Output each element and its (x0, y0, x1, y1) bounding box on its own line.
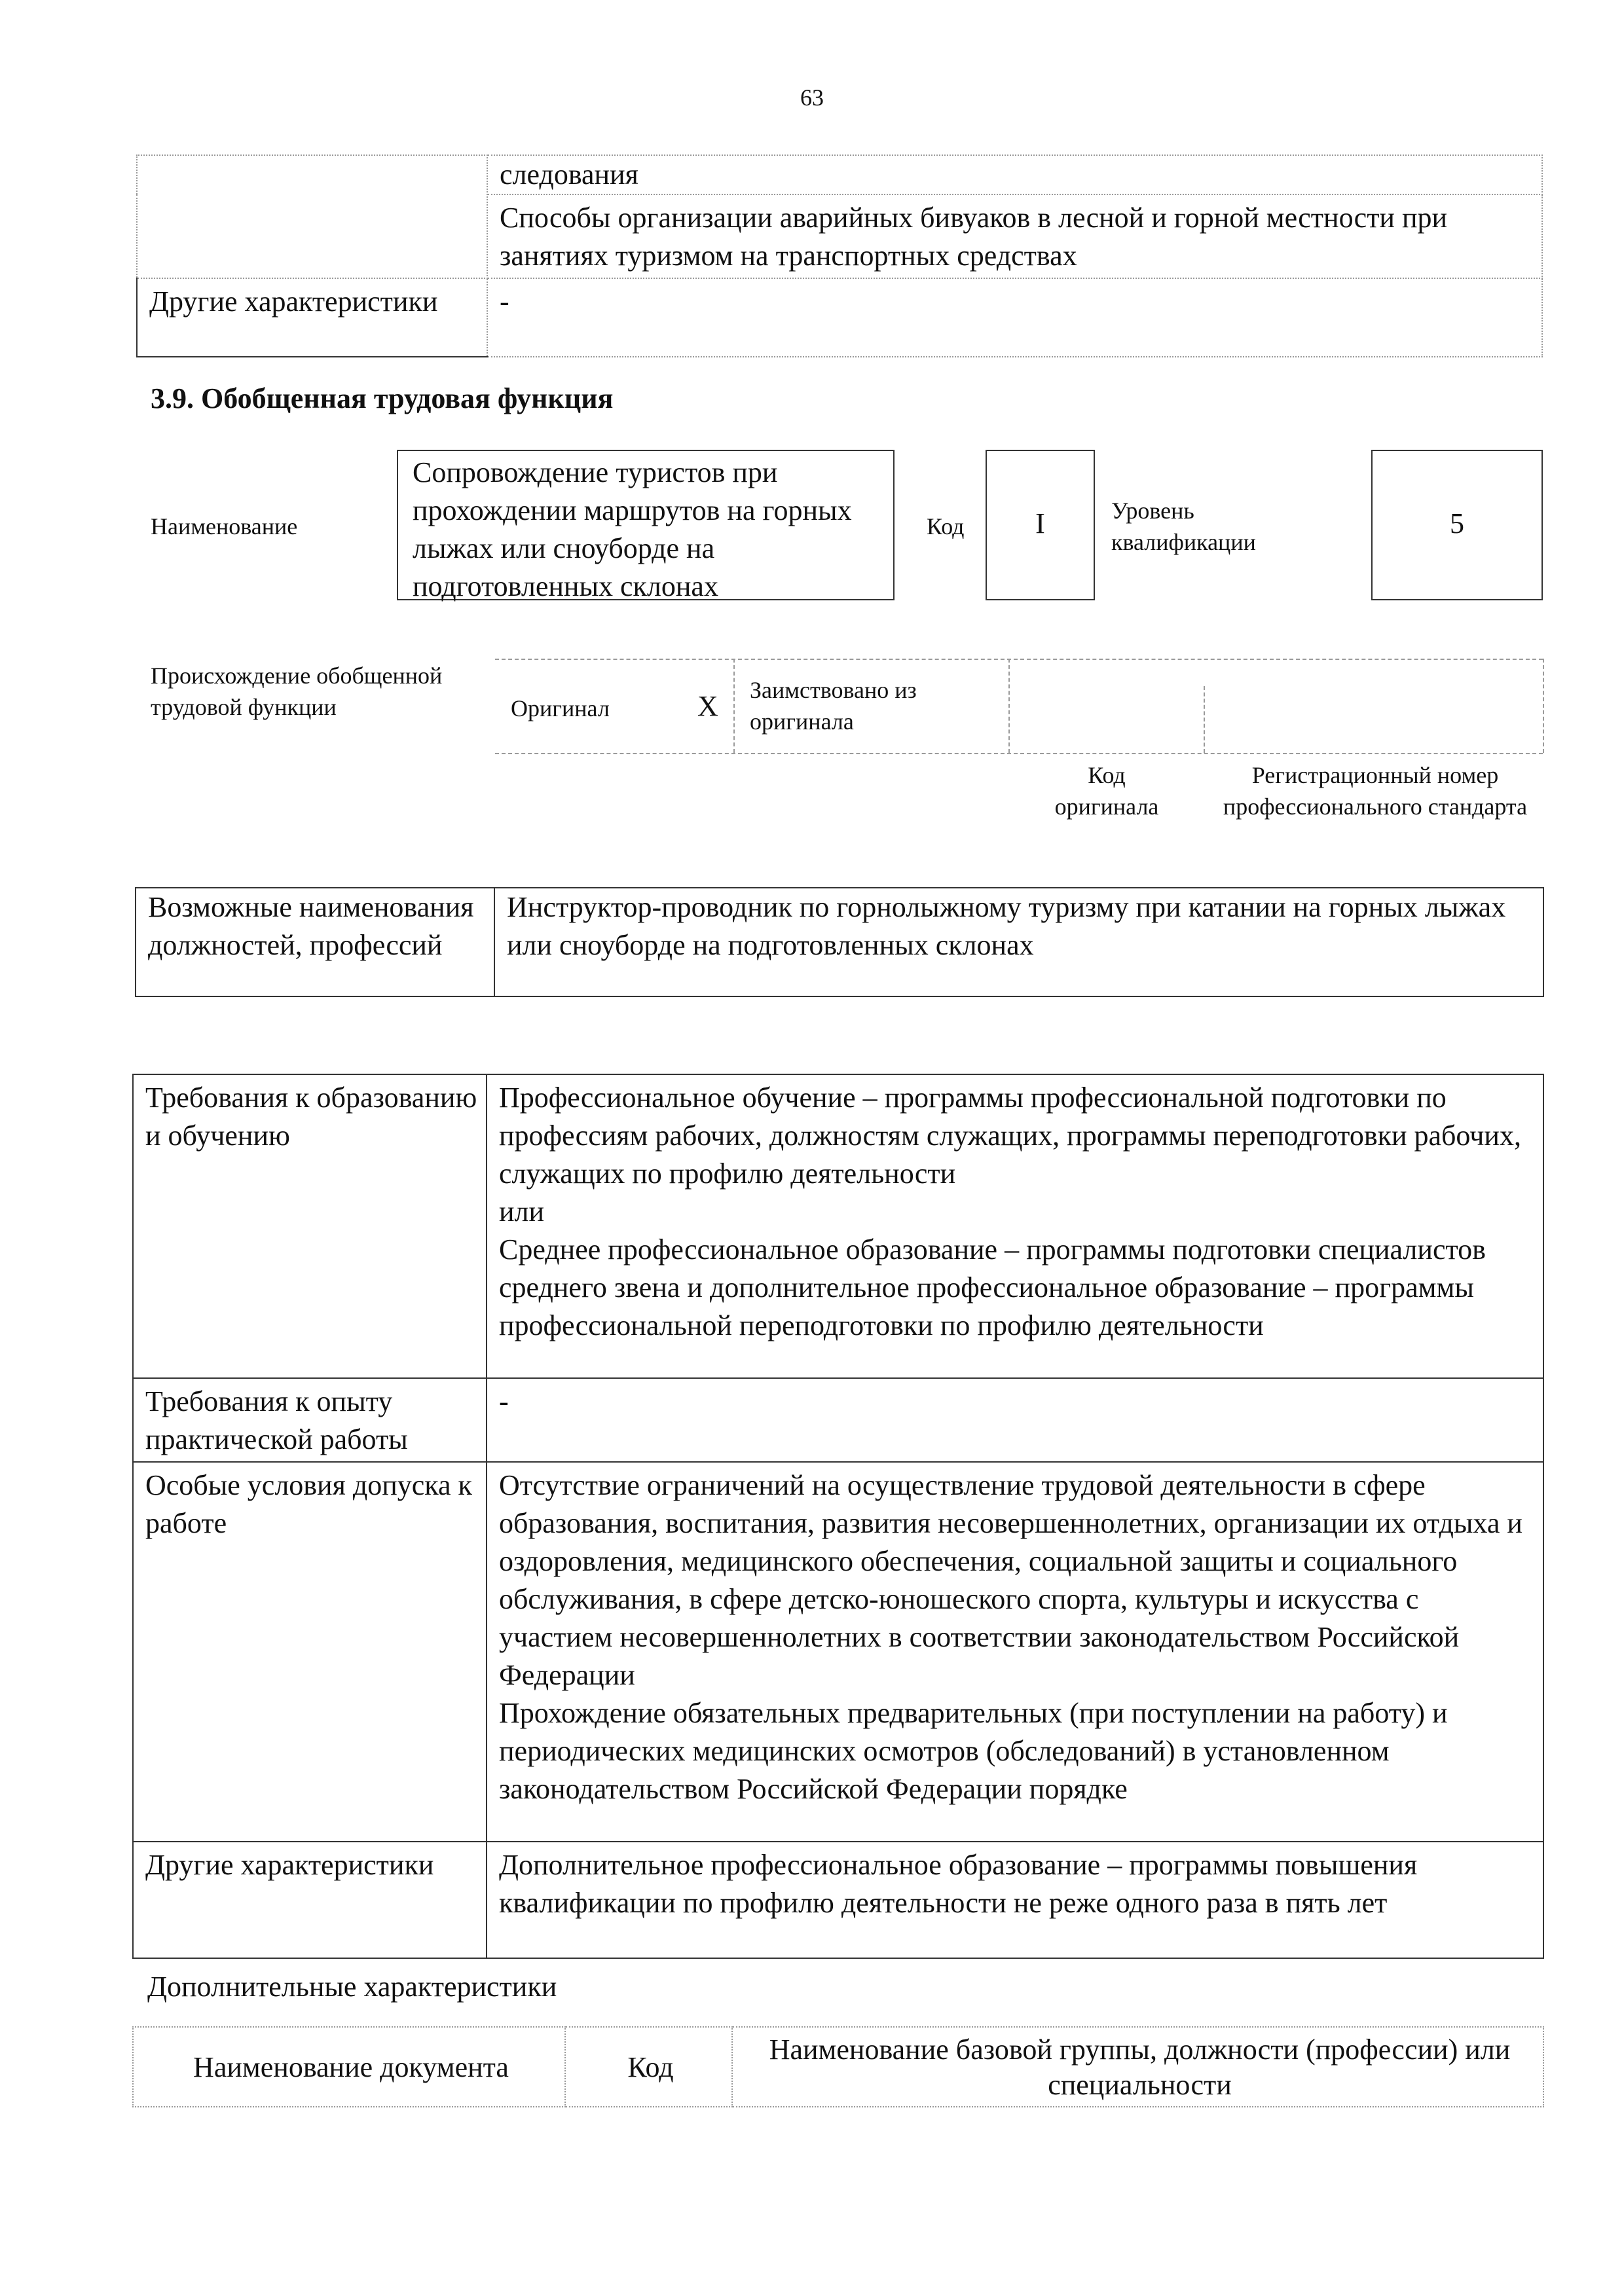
top-table-empty-cell (137, 155, 487, 278)
positions-value: Инструктор-проводник по горнолыжному туризму при катании на горных лыжах или сноуборде на подготовленных склонах (494, 888, 1543, 996)
requirements-line: Среднее профессиональное образование – программы подготовки специалистов среднего звена и дополнительное профессиональное образование – программы профессиональной переподготовки по профилю деятельности (499, 1233, 1486, 1341)
additional-header-group: Наименование базовой группы, должности (профессии) или специальности (732, 2027, 1543, 2107)
requirements-label: Требования к образованию и обучению (133, 1074, 487, 1378)
additional-title: Дополнительные характеристики (147, 1971, 557, 2003)
origin-top-line (495, 659, 1543, 660)
requirements-value (487, 1842, 1543, 1958)
requirements-line: - (499, 1385, 509, 1417)
origin-label: Происхождение обобщенной трудовой функции (151, 663, 443, 720)
requirements-value (487, 1378, 1543, 1462)
origin-borrowed-label: Заимствовано из оригинала (750, 677, 917, 735)
origin-divider-3 (1204, 686, 1205, 753)
section-heading: 3.9. Обобщенная трудовая функция (151, 382, 614, 414)
requirements-line: Дополнительное профессиональное образование – программы повышения квалификации по профилю деятельности не реже одного раза в пять лет (499, 1849, 1418, 1919)
gtf-code-box (986, 450, 1095, 600)
origin-divider-1 (733, 659, 735, 753)
requirements-label: Особые условия допуска к работе (133, 1462, 487, 1842)
requirements-table (132, 1074, 1544, 1959)
origin-original-mark: X (697, 690, 718, 722)
requirements-value (487, 1462, 1543, 1842)
gtf-level-box (1371, 450, 1543, 600)
requirements-line: или (499, 1195, 545, 1228)
top-table-other-label: Другие характеристики (137, 278, 487, 357)
requirements-line: Прохождение обязательных предварительных (при поступлении на работу) и периодических медицинских осмотров (обследований) в установленном законодательством Российской Федерации порядке (499, 1697, 1448, 1805)
additional-table (132, 2026, 1544, 2107)
origin-caption-code: Код оригинала (1054, 762, 1159, 820)
requirements-line: Отсутствие ограничений на осуществление трудовой деятельности в сфере образования, воспитания, развития несовершеннолетних, организации их отдыха и оздоровления, медицинского обеспечения, социальной защиты и социального обслуживания, в сфере детско-юношеского спорта, культуры и искусства с участием несовершеннолетних в соответствии законодательством Российской Федерации (499, 1469, 1522, 1691)
top-table-other-value: - (487, 278, 1542, 357)
requirements-label: Другие характеристики (133, 1842, 487, 1958)
origin-original-label: Оригинал (511, 695, 610, 721)
gtf-name-value: Сопровождение туристов при прохождении маршрутов на горных лыжах или сноуборде на подготовленных склонах (413, 456, 852, 602)
gtf-level-label: Уровень квалификации (1111, 498, 1256, 555)
gtf-code-value: I (1035, 507, 1045, 539)
requirements-value (487, 1074, 1543, 1378)
gtf-code-label: Код (927, 513, 965, 539)
origin-caption-reg: Регистрационный номер профессионального стандарта (1223, 762, 1528, 820)
positions-table (135, 887, 1544, 997)
requirements-row-education (133, 1074, 1543, 1378)
requirements-row-other (133, 1842, 1543, 1958)
top-table-item: Способы организации аварийных бивуаков в лесной и горной местности при занятиях туризмом на транспортных средствах (487, 194, 1542, 278)
gtf-level-value: 5 (1450, 507, 1464, 539)
gtf-name-box (397, 450, 895, 600)
additional-header-code: Код (565, 2027, 732, 2107)
top-table-cont-line: следования (487, 155, 1542, 194)
origin-divider-2 (1008, 659, 1010, 753)
top-table (136, 155, 1543, 357)
requirements-row-experience (133, 1378, 1543, 1462)
positions-label: Возможные наименования должностей, профессий (136, 888, 494, 996)
gtf-name-label: Наименование (151, 513, 298, 539)
page-number: 63 (800, 84, 824, 111)
requirements-label: Требования к опыту практической работы (133, 1378, 487, 1462)
additional-header-document: Наименование документа (133, 2027, 565, 2107)
origin-divider-4 (1543, 659, 1544, 753)
origin-bottom-line (495, 753, 1543, 754)
requirements-row-special-conditions (133, 1462, 1543, 1842)
requirements-line: Профессиональное обучение – программы профессиональной подготовки по профессиям рабочих, должностям служащих, программы переподготовки рабочих, служащих по профилю деятельности (499, 1082, 1521, 1190)
